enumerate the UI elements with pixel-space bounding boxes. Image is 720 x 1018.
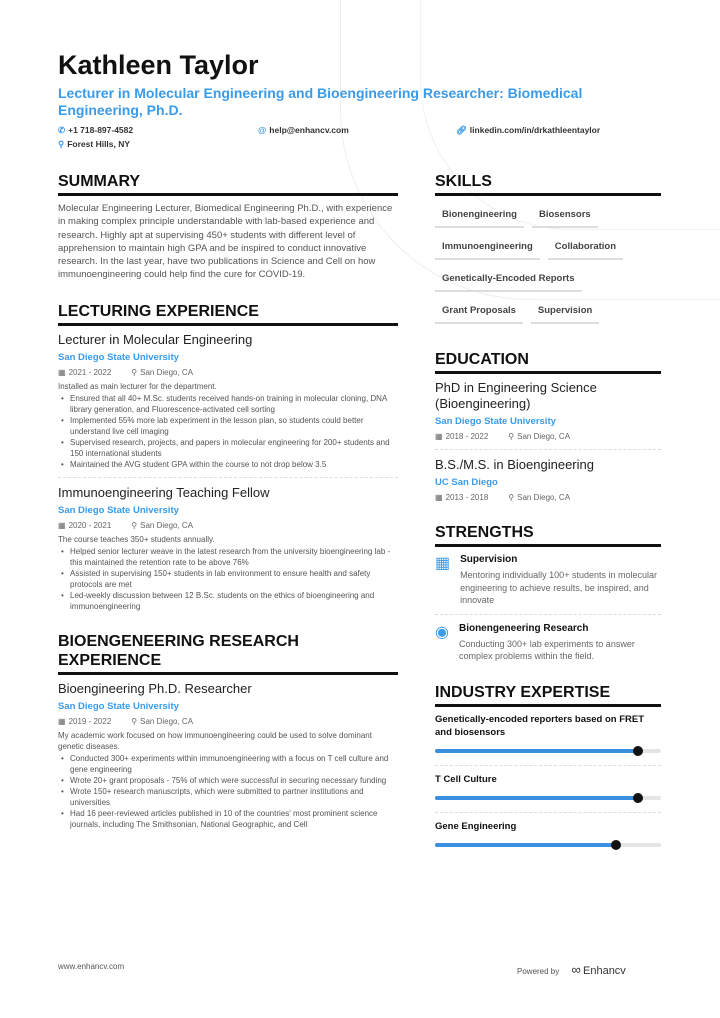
expertise-label: Genetically-encoded reporters based on FRET and biosensors <box>435 713 645 738</box>
strength-title: Bionengeneering Research <box>458 622 589 634</box>
calendar-icon: ▦ <box>58 367 66 377</box>
strength-body <box>459 622 661 663</box>
linkedin-text: linkedin.com/in/drkathleentaylor <box>469 125 601 135</box>
divider <box>435 614 661 615</box>
dates-text: 2018 - 2022 <box>445 432 489 441</box>
section-rule <box>58 672 398 675</box>
job-meta <box>58 716 398 727</box>
expertise-section <box>435 683 661 847</box>
calendar-icon: ▦ <box>435 493 443 502</box>
divider <box>435 812 661 813</box>
bullet-item: • Assisted in supervising 150+ students in lab environment to ensure health and safety protocols are met <box>58 568 398 590</box>
expertise-level-fill <box>435 749 638 753</box>
location-pin-icon: ⚲ <box>131 716 138 726</box>
location-text: San Diego, CA <box>140 716 194 726</box>
skill-tag: Immunoengineering <box>435 234 540 260</box>
expertise-level-bar <box>435 749 661 753</box>
job-title: Immunoengineering Teaching Fellow <box>58 484 270 500</box>
education-section <box>435 350 661 503</box>
job-meta <box>58 520 398 531</box>
summary-section <box>58 172 398 282</box>
phone-text: +1 718-897-4582 <box>68 125 134 135</box>
skill-tag: Biosensors <box>532 202 598 228</box>
bullet-item: • Supervised research, projects, and papers in molecular engineering for 200+ students and 150 international students <box>58 437 398 459</box>
section-heading: STRENGTHS <box>435 523 661 547</box>
school[interactable]: San Diego State University <box>435 416 556 427</box>
enhancv-logo-icon: ∞ <box>571 962 581 977</box>
phone <box>58 125 133 136</box>
bullet-item: • Conducted 300+ experiments within immunoengineering with a focus on T cell culture and gene engineering <box>58 753 398 775</box>
dates-text: 2013 - 2018 <box>445 493 489 502</box>
edu-meta <box>435 431 661 442</box>
location-text: San Diego, CA <box>517 493 571 502</box>
eye-icon: ◉ <box>435 623 449 641</box>
location-text: San Diego, CA <box>517 432 571 441</box>
bullet-item: • Helped senior lecturer weave in the latest research from the university bioengineering lab - this maintained the retention rate to be above 76% <box>58 546 398 568</box>
job-title: Lecturer in Molecular Engineering <box>58 331 253 347</box>
dates <box>58 521 121 530</box>
calendar-icon: ▦ <box>435 555 451 572</box>
section-heading: LECTURING EXPERIENCE <box>58 302 398 326</box>
candidate-name: Kathleen Taylor <box>58 50 259 80</box>
research-section <box>58 632 398 830</box>
candidate-title: Lecturer in Molecular Engineering and Bioengineering Researcher: Biomedical Engineering, Ph.D. <box>58 85 583 118</box>
expertise-level-bar <box>435 843 661 847</box>
company[interactable]: San Diego State University <box>58 700 179 712</box>
location <box>58 139 130 150</box>
location <box>508 493 580 502</box>
strength-desc: Mentoring individually 100+ students in molecular engineering to achieve results, be inspired, and innovate <box>460 570 657 605</box>
section-heading: BIOENGENEERING RESEARCH EXPERIENCE <box>58 632 299 669</box>
expertise-level-fill <box>435 796 638 800</box>
linkedin[interactable] <box>456 125 600 136</box>
email[interactable] <box>258 125 349 135</box>
bullet-item: • Had 16 peer-reviewed articles published in 10 of the countries' most prominent science journals, including The Smithsonian, National Geographic, and Cell <box>58 808 398 830</box>
location-pin-icon: ⚲ <box>131 520 138 530</box>
section-heading: EDUCATION <box>435 350 661 374</box>
location-pin-icon: ⚲ <box>508 493 515 502</box>
brand: Enhancv <box>583 965 626 977</box>
strength-item <box>435 553 661 607</box>
link-icon: 🔗︎ <box>456 125 467 135</box>
dates-text: 2020 - 2021 <box>68 520 112 530</box>
dates-text: 2021 - 2022 <box>68 367 112 377</box>
divider <box>435 765 661 766</box>
section-heading: INDUSTRY EXPERTISE <box>435 683 661 707</box>
section-heading: SKILLS <box>435 172 661 196</box>
bullet-list <box>58 753 398 830</box>
dates <box>435 493 498 502</box>
lecturing-section <box>58 302 398 612</box>
bullet-item: • Wrote 20+ grant proposals - 75% of which were successful in securing necessary funding <box>58 775 398 786</box>
strength-title: Supervision <box>460 554 518 565</box>
location <box>131 717 203 726</box>
strength-desc: Conducting 300+ lab experiments to answer complex problems within the field. <box>458 638 635 661</box>
expertise-level-bar <box>435 796 661 800</box>
expertise-level-fill <box>435 843 616 847</box>
location-text: San Diego, CA <box>140 520 194 530</box>
dates-text: 2019 - 2022 <box>68 716 112 726</box>
job-title: Bioengineering Ph.D. Researcher <box>58 680 252 696</box>
dates <box>58 717 121 726</box>
job-description: Installed as main lecturer for the department. <box>58 381 217 391</box>
powered-by: Powered by <box>517 967 560 976</box>
email-text: help@enhancv.com <box>269 125 349 135</box>
job-meta <box>58 367 398 378</box>
location-pin-icon: ⚲ <box>58 139 65 149</box>
at-icon: @ <box>258 125 267 135</box>
expertise-level-knob <box>611 840 621 850</box>
job-description: The course teaches 350+ students annually. <box>58 534 215 544</box>
skills-list <box>435 202 661 330</box>
location-text: Forest Hills, NY <box>67 139 131 149</box>
section-heading: SUMMARY <box>58 172 398 196</box>
expertise-level-knob <box>633 793 643 803</box>
strength-item <box>435 622 661 663</box>
bullet-item: • Led-weekly discussion between 12 B.Sc. students on the ethics of bioengineering and immunoengineering <box>58 590 398 612</box>
dates <box>58 368 121 377</box>
summary-text: Molecular Engineering Lecturer, Biomedical Engineering Ph.D., with experience in making complex principle understandable with lab-based experience and research. Highly apt at supervising 450+ students with different level of apprehension to maintain high GPA and be inspired to conduct innovative research. In the last year, have two publications in Science and Cell on how immunoengineering could help find the cure for COVID-19. <box>58 203 393 281</box>
location-pin-icon: ⚲ <box>508 432 515 441</box>
calendar-icon: ▦ <box>435 432 443 441</box>
location-pin-icon: ⚲ <box>131 367 138 377</box>
skill-tag: Grant Proposals <box>435 298 523 324</box>
school[interactable]: UC San Diego <box>435 477 498 488</box>
divider <box>435 449 661 450</box>
location <box>131 368 203 377</box>
divider <box>58 477 398 478</box>
bullet-list <box>58 393 398 470</box>
bullet-item: • Ensured that all 40+ M.Sc. students received hands-on training in molecular cloning, DNA library generation, and Fluorescence-activated cell sorting <box>58 393 398 415</box>
bullet-list <box>58 546 398 612</box>
degree: B.S./M.S. in Bioengineering <box>435 457 594 472</box>
strength-body <box>460 553 661 607</box>
dates <box>435 432 498 441</box>
location <box>131 521 203 530</box>
right-column <box>435 172 661 867</box>
expertise-label: T Cell Culture <box>435 773 497 785</box>
skill-tag: Supervision <box>531 298 599 324</box>
expertise-label: Gene Engineering <box>435 820 517 832</box>
left-column <box>58 172 398 850</box>
bullet-item: • Wrote 150+ research manuscripts, which were submitted to partner institutions and universities <box>58 786 398 808</box>
footer-powered <box>517 962 626 977</box>
skill-tag: Bionengineering <box>435 202 524 228</box>
bullet-item: • Maintained the AVG student GPA within the course to not drop below 3.5 <box>58 459 398 470</box>
location <box>508 432 580 441</box>
degree: PhD in Engineering Science (Bioengineering) <box>435 380 597 411</box>
edu-meta <box>435 492 661 503</box>
footer-site[interactable]: www.enhancv.com <box>58 962 125 971</box>
job-description: My academic work focused on how immunoengineering could be used to solve dominant genetic diseases. <box>58 730 372 751</box>
strengths-section <box>435 523 661 663</box>
location-text: San Diego, CA <box>140 367 194 377</box>
calendar-icon: ▦ <box>58 520 66 530</box>
phone-icon: ✆ <box>58 125 66 135</box>
company[interactable]: San Diego State University <box>58 351 179 363</box>
skill-tag: Collaboration <box>548 234 623 260</box>
expertise-level-knob <box>633 746 643 756</box>
calendar-icon: ▦ <box>58 716 66 726</box>
company[interactable]: San Diego State University <box>58 504 179 516</box>
skill-tag: Genetically-Encoded Reports <box>435 266 582 292</box>
skills-section <box>435 172 661 330</box>
bullet-item: • Implemented 55% more lab experiment in the lesson plan, so students could better understand live cell imaging <box>58 415 398 437</box>
